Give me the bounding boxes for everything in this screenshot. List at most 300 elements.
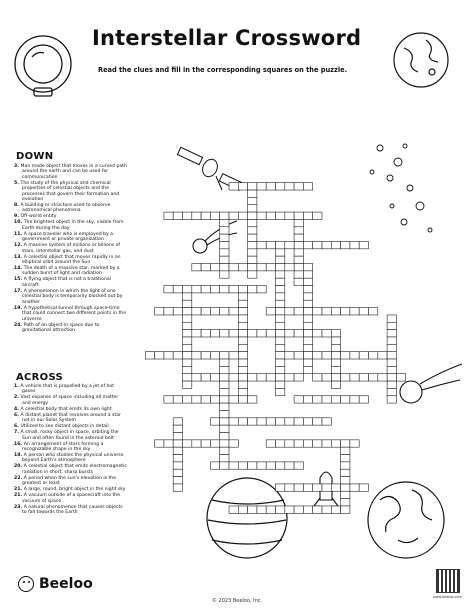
grid-cell[interactable] <box>350 440 359 447</box>
grid-cell[interactable] <box>294 484 303 491</box>
grid-cell[interactable] <box>238 352 247 359</box>
grid-cell[interactable] <box>257 462 266 469</box>
grid-cell[interactable] <box>248 330 257 337</box>
grid-cell[interactable] <box>303 440 312 447</box>
grid-cell[interactable] <box>313 212 322 219</box>
grid-cell[interactable] <box>294 234 303 241</box>
grid-cell[interactable] <box>266 440 275 447</box>
grid-cell[interactable] <box>192 308 201 315</box>
grid-cell[interactable] <box>303 183 312 190</box>
grid-cell[interactable] <box>276 264 285 271</box>
grid-cell[interactable] <box>294 219 303 226</box>
grid-cell[interactable] <box>387 344 396 351</box>
grid-cell[interactable] <box>322 484 331 491</box>
grid-cell[interactable] <box>303 506 312 513</box>
grid-cell[interactable] <box>220 227 229 234</box>
grid-cell[interactable] <box>285 264 294 271</box>
grid-cell[interactable] <box>341 440 350 447</box>
grid-cell[interactable] <box>266 506 275 513</box>
grid-cell[interactable] <box>285 183 294 190</box>
grid-cell[interactable] <box>183 344 192 351</box>
grid-cell[interactable] <box>248 219 257 226</box>
grid-cell[interactable] <box>387 366 396 373</box>
grid-cell[interactable] <box>257 506 266 513</box>
grid-cell[interactable] <box>322 396 331 403</box>
grid-cell[interactable] <box>229 374 238 381</box>
grid-cell[interactable] <box>276 366 285 373</box>
grid-cell[interactable] <box>322 374 331 381</box>
grid-cell[interactable] <box>220 447 229 454</box>
grid-cell[interactable] <box>220 374 229 381</box>
grid-cell[interactable] <box>183 212 192 219</box>
grid-cell[interactable] <box>220 425 229 432</box>
grid-cell[interactable] <box>220 388 229 395</box>
grid-cell[interactable] <box>266 374 275 381</box>
grid-cell[interactable] <box>192 352 201 359</box>
grid-cell[interactable] <box>294 278 303 285</box>
grid-cell[interactable] <box>276 359 285 366</box>
grid-cell[interactable] <box>183 293 192 300</box>
grid-cell[interactable] <box>285 484 294 491</box>
grid-cell[interactable] <box>303 315 312 322</box>
grid-cell[interactable] <box>331 484 340 491</box>
grid-cell[interactable] <box>201 440 210 447</box>
grid-cell[interactable] <box>313 506 322 513</box>
grid-cell[interactable] <box>183 374 192 381</box>
grid-cell[interactable] <box>238 315 247 322</box>
grid-cell[interactable] <box>220 219 229 226</box>
grid-cell[interactable] <box>387 330 396 337</box>
grid-cell[interactable] <box>183 286 192 293</box>
grid-cell[interactable] <box>220 381 229 388</box>
grid-cell[interactable] <box>276 381 285 388</box>
grid-cell[interactable] <box>220 241 229 248</box>
grid-cell[interactable] <box>183 300 192 307</box>
grid-cell[interactable] <box>229 308 238 315</box>
grid-cell[interactable] <box>192 440 201 447</box>
grid-cell[interactable] <box>257 418 266 425</box>
grid-cell[interactable] <box>303 359 312 366</box>
grid-cell[interactable] <box>238 388 247 395</box>
grid-cell[interactable] <box>276 337 285 344</box>
grid-cell[interactable] <box>248 227 257 234</box>
grid-cell[interactable] <box>331 330 340 337</box>
grid-cell[interactable] <box>229 212 238 219</box>
grid-cell[interactable] <box>173 396 182 403</box>
grid-cell[interactable] <box>341 396 350 403</box>
grid-cell[interactable] <box>341 477 350 484</box>
grid-cell[interactable] <box>331 506 340 513</box>
grid-cell[interactable] <box>294 440 303 447</box>
grid-cell[interactable] <box>238 183 247 190</box>
grid-cell[interactable] <box>276 388 285 395</box>
grid-cell[interactable] <box>303 300 312 307</box>
grid-cell[interactable] <box>276 271 285 278</box>
grid-cell[interactable] <box>183 337 192 344</box>
grid-cell[interactable] <box>257 212 266 219</box>
grid-cell[interactable] <box>210 462 219 469</box>
grid-cell[interactable] <box>257 241 266 248</box>
grid-cell[interactable] <box>276 212 285 219</box>
grid-cell[interactable] <box>285 418 294 425</box>
grid-cell[interactable] <box>183 396 192 403</box>
grid-cell[interactable] <box>201 264 210 271</box>
grid-cell[interactable] <box>341 352 350 359</box>
grid-cell[interactable] <box>183 366 192 373</box>
grid-cell[interactable] <box>164 440 173 447</box>
grid-cell[interactable] <box>201 286 210 293</box>
grid-cell[interactable] <box>192 330 201 337</box>
grid-cell[interactable] <box>266 308 275 315</box>
grid-cell[interactable] <box>173 455 182 462</box>
grid-cell[interactable] <box>303 484 312 491</box>
grid-cell[interactable] <box>387 359 396 366</box>
grid-cell[interactable] <box>173 308 182 315</box>
grid-cell[interactable] <box>331 396 340 403</box>
grid-cell[interactable] <box>192 264 201 271</box>
grid-cell[interactable] <box>331 308 340 315</box>
grid-cell[interactable] <box>210 418 219 425</box>
grid-cell[interactable] <box>303 344 312 351</box>
grid-cell[interactable] <box>238 322 247 329</box>
grid-cell[interactable] <box>294 249 303 256</box>
grid-cell[interactable] <box>192 396 201 403</box>
grid-cell[interactable] <box>359 396 368 403</box>
grid-cell[interactable] <box>238 418 247 425</box>
grid-cell[interactable] <box>359 241 368 248</box>
grid-cell[interactable] <box>322 308 331 315</box>
grid-cell[interactable] <box>183 440 192 447</box>
grid-cell[interactable] <box>285 506 294 513</box>
grid-cell[interactable] <box>369 308 378 315</box>
grid-cell[interactable] <box>220 366 229 373</box>
grid-cell[interactable] <box>210 440 219 447</box>
grid-cell[interactable] <box>322 330 331 337</box>
grid-cell[interactable] <box>387 322 396 329</box>
grid-cell[interactable] <box>276 344 285 351</box>
grid-cell[interactable] <box>248 234 257 241</box>
grid-cell[interactable] <box>220 403 229 410</box>
grid-cell[interactable] <box>220 432 229 439</box>
grid-cell[interactable] <box>210 352 219 359</box>
grid-cell[interactable] <box>322 418 331 425</box>
grid-cell[interactable] <box>350 374 359 381</box>
grid-cell[interactable] <box>378 352 387 359</box>
grid-cell[interactable] <box>183 330 192 337</box>
grid-cell[interactable] <box>238 381 247 388</box>
grid-cell[interactable] <box>303 271 312 278</box>
grid-cell[interactable] <box>313 484 322 491</box>
grid-cell[interactable] <box>155 352 164 359</box>
grid-cell[interactable] <box>359 374 368 381</box>
grid-cell[interactable] <box>276 256 285 263</box>
grid-cell[interactable] <box>285 308 294 315</box>
grid-cell[interactable] <box>229 462 238 469</box>
grid-cell[interactable] <box>266 241 275 248</box>
grid-cell[interactable] <box>350 484 359 491</box>
grid-cell[interactable] <box>192 212 201 219</box>
grid-cell[interactable] <box>341 374 350 381</box>
grid-cell[interactable] <box>294 396 303 403</box>
grid-cell[interactable] <box>220 352 229 359</box>
grid-cell[interactable] <box>220 330 229 337</box>
grid-cell[interactable] <box>220 234 229 241</box>
grid-cell[interactable] <box>164 396 173 403</box>
grid-cell[interactable] <box>173 469 182 476</box>
grid-cell[interactable] <box>276 286 285 293</box>
grid-cell[interactable] <box>313 374 322 381</box>
grid-cell[interactable] <box>266 418 275 425</box>
grid-cell[interactable] <box>313 308 322 315</box>
grid-cell[interactable] <box>331 381 340 388</box>
grid-cell[interactable] <box>285 212 294 219</box>
grid-cell[interactable] <box>387 374 396 381</box>
grid-cell[interactable] <box>303 396 312 403</box>
grid-cell[interactable] <box>183 359 192 366</box>
grid-cell[interactable] <box>276 506 285 513</box>
grid-cell[interactable] <box>294 308 303 315</box>
grid-cell[interactable] <box>220 396 229 403</box>
grid-cell[interactable] <box>145 352 154 359</box>
grid-cell[interactable] <box>294 212 303 219</box>
grid-cell[interactable] <box>155 308 164 315</box>
grid-cell[interactable] <box>359 308 368 315</box>
grid-cell[interactable] <box>248 212 257 219</box>
grid-cell[interactable] <box>294 271 303 278</box>
grid-cell[interactable] <box>294 330 303 337</box>
grid-cell[interactable] <box>303 352 312 359</box>
grid-cell[interactable] <box>294 462 303 469</box>
grid-cell[interactable] <box>210 374 219 381</box>
grid-cell[interactable] <box>387 381 396 388</box>
grid-cell[interactable] <box>276 352 285 359</box>
grid-cell[interactable] <box>285 352 294 359</box>
grid-cell[interactable] <box>303 418 312 425</box>
grid-cell[interactable] <box>238 506 247 513</box>
grid-cell[interactable] <box>322 506 331 513</box>
grid-cell[interactable] <box>238 396 247 403</box>
grid-cell[interactable] <box>350 352 359 359</box>
grid-cell[interactable] <box>192 374 201 381</box>
grid-cell[interactable] <box>331 374 340 381</box>
grid-cell[interactable] <box>201 308 210 315</box>
grid-cell[interactable] <box>201 352 210 359</box>
grid-cell[interactable] <box>313 440 322 447</box>
grid-cell[interactable] <box>341 506 350 513</box>
grid-cell[interactable] <box>220 256 229 263</box>
grid-cell[interactable] <box>294 374 303 381</box>
grid-cell[interactable] <box>359 352 368 359</box>
grid-cell[interactable] <box>341 308 350 315</box>
grid-cell[interactable] <box>229 330 238 337</box>
grid-cell[interactable] <box>220 455 229 462</box>
grid-cell[interactable] <box>331 440 340 447</box>
grid-cell[interactable] <box>341 491 350 498</box>
grid-cell[interactable] <box>257 264 266 271</box>
grid-cell[interactable] <box>238 300 247 307</box>
grid-cell[interactable] <box>248 271 257 278</box>
grid-cell[interactable] <box>303 241 312 248</box>
grid-cell[interactable] <box>276 308 285 315</box>
grid-cell[interactable] <box>285 241 294 248</box>
grid-cell[interactable] <box>369 374 378 381</box>
grid-cell[interactable] <box>164 286 173 293</box>
grid-cell[interactable] <box>313 396 322 403</box>
grid-cell[interactable] <box>173 447 182 454</box>
grid-cell[interactable] <box>294 418 303 425</box>
grid-cell[interactable] <box>322 440 331 447</box>
grid-cell[interactable] <box>220 271 229 278</box>
grid-cell[interactable] <box>238 293 247 300</box>
grid-cell[interactable] <box>331 337 340 344</box>
grid-cell[interactable] <box>331 366 340 373</box>
grid-cell[interactable] <box>276 440 285 447</box>
grid-cell[interactable] <box>201 330 210 337</box>
grid-cell[interactable] <box>294 506 303 513</box>
grid-cell[interactable] <box>266 264 275 271</box>
grid-cell[interactable] <box>173 462 182 469</box>
grid-cell[interactable] <box>248 205 257 212</box>
grid-cell[interactable] <box>201 212 210 219</box>
grid-cell[interactable] <box>276 249 285 256</box>
grid-cell[interactable] <box>238 264 247 271</box>
grid-cell[interactable] <box>164 352 173 359</box>
grid-cell[interactable] <box>313 352 322 359</box>
grid-cell[interactable] <box>276 278 285 285</box>
grid-cell[interactable] <box>322 352 331 359</box>
grid-cell[interactable] <box>396 374 405 381</box>
grid-cell[interactable] <box>210 308 219 315</box>
grid-cell[interactable] <box>303 264 312 271</box>
grid-cell[interactable] <box>238 374 247 381</box>
grid-cell[interactable] <box>173 418 182 425</box>
grid-cell[interactable] <box>220 286 229 293</box>
grid-cell[interactable] <box>266 462 275 469</box>
grid-cell[interactable] <box>257 330 266 337</box>
grid-cell[interactable] <box>248 374 257 381</box>
grid-cell[interactable] <box>229 396 238 403</box>
grid-cell[interactable] <box>238 308 247 315</box>
grid-cell[interactable] <box>276 293 285 300</box>
grid-cell[interactable] <box>220 249 229 256</box>
grid-cell[interactable] <box>350 396 359 403</box>
grid-cell[interactable] <box>248 506 257 513</box>
grid-cell[interactable] <box>201 374 210 381</box>
grid-cell[interactable] <box>173 352 182 359</box>
grid-cell[interactable] <box>229 506 238 513</box>
grid-cell[interactable] <box>257 374 266 381</box>
grid-cell[interactable] <box>248 190 257 197</box>
grid-cell[interactable] <box>220 440 229 447</box>
grid-cell[interactable] <box>341 447 350 454</box>
grid-cell[interactable] <box>369 352 378 359</box>
grid-cell[interactable] <box>331 344 340 351</box>
grid-cell[interactable] <box>285 462 294 469</box>
grid-cell[interactable] <box>294 256 303 263</box>
grid-cell[interactable] <box>285 374 294 381</box>
grid-cell[interactable] <box>210 396 219 403</box>
grid-cell[interactable] <box>341 469 350 476</box>
grid-cell[interactable] <box>303 293 312 300</box>
grid-cell[interactable] <box>276 241 285 248</box>
grid-cell[interactable] <box>303 286 312 293</box>
grid-cell[interactable] <box>220 308 229 315</box>
grid-cell[interactable] <box>257 183 266 190</box>
grid-cell[interactable] <box>266 330 275 337</box>
grid-cell[interactable] <box>285 330 294 337</box>
grid-cell[interactable] <box>257 286 266 293</box>
grid-cell[interactable] <box>229 352 238 359</box>
grid-cell[interactable] <box>220 212 229 219</box>
grid-cell[interactable] <box>276 484 285 491</box>
grid-cell[interactable] <box>322 241 331 248</box>
grid-cell[interactable] <box>303 330 312 337</box>
grid-cell[interactable] <box>248 418 257 425</box>
grid-cell[interactable] <box>266 183 275 190</box>
grid-cell[interactable] <box>173 425 182 432</box>
grid-cell[interactable] <box>303 308 312 315</box>
grid-cell[interactable] <box>183 308 192 315</box>
grid-cell[interactable] <box>313 418 322 425</box>
grid-cell[interactable] <box>294 241 303 248</box>
grid-cell[interactable] <box>341 241 350 248</box>
grid-cell[interactable] <box>266 212 275 219</box>
grid-cell[interactable] <box>248 286 257 293</box>
grid-cell[interactable] <box>164 212 173 219</box>
grid-cell[interactable] <box>220 264 229 271</box>
grid-cell[interactable] <box>220 410 229 417</box>
grid-cell[interactable] <box>248 183 257 190</box>
grid-cell[interactable] <box>387 352 396 359</box>
grid-cell[interactable] <box>294 227 303 234</box>
grid-cell[interactable] <box>248 249 257 256</box>
grid-cell[interactable] <box>173 212 182 219</box>
grid-cell[interactable] <box>313 330 322 337</box>
grid-cell[interactable] <box>210 286 219 293</box>
grid-cell[interactable] <box>173 440 182 447</box>
grid-cell[interactable] <box>164 308 173 315</box>
grid-cell[interactable] <box>238 212 247 219</box>
grid-cell[interactable] <box>155 440 164 447</box>
grid-cell[interactable] <box>248 241 257 248</box>
grid-cell[interactable] <box>229 183 238 190</box>
grid-cell[interactable] <box>276 418 285 425</box>
grid-cell[interactable] <box>173 477 182 484</box>
grid-cell[interactable] <box>183 315 192 322</box>
grid-cell[interactable] <box>303 212 312 219</box>
grid-cell[interactable] <box>303 337 312 344</box>
grid-cell[interactable] <box>341 484 350 491</box>
grid-cell[interactable] <box>220 418 229 425</box>
grid-cell[interactable] <box>350 241 359 248</box>
grid-cell[interactable] <box>303 278 312 285</box>
grid-cell[interactable] <box>248 197 257 204</box>
grid-cell[interactable] <box>220 359 229 366</box>
grid-cell[interactable] <box>331 352 340 359</box>
grid-cell[interactable] <box>303 322 312 329</box>
grid-cell[interactable] <box>387 396 396 403</box>
grid-cell[interactable] <box>276 300 285 307</box>
grid-cell[interactable] <box>238 344 247 351</box>
grid-cell[interactable] <box>294 264 303 271</box>
grid-cell[interactable] <box>276 322 285 329</box>
grid-cell[interactable] <box>229 286 238 293</box>
grid-cell[interactable] <box>173 484 182 491</box>
grid-cell[interactable] <box>387 388 396 395</box>
grid-cell[interactable] <box>173 286 182 293</box>
grid-cell[interactable] <box>341 462 350 469</box>
grid-cell[interactable] <box>238 337 247 344</box>
